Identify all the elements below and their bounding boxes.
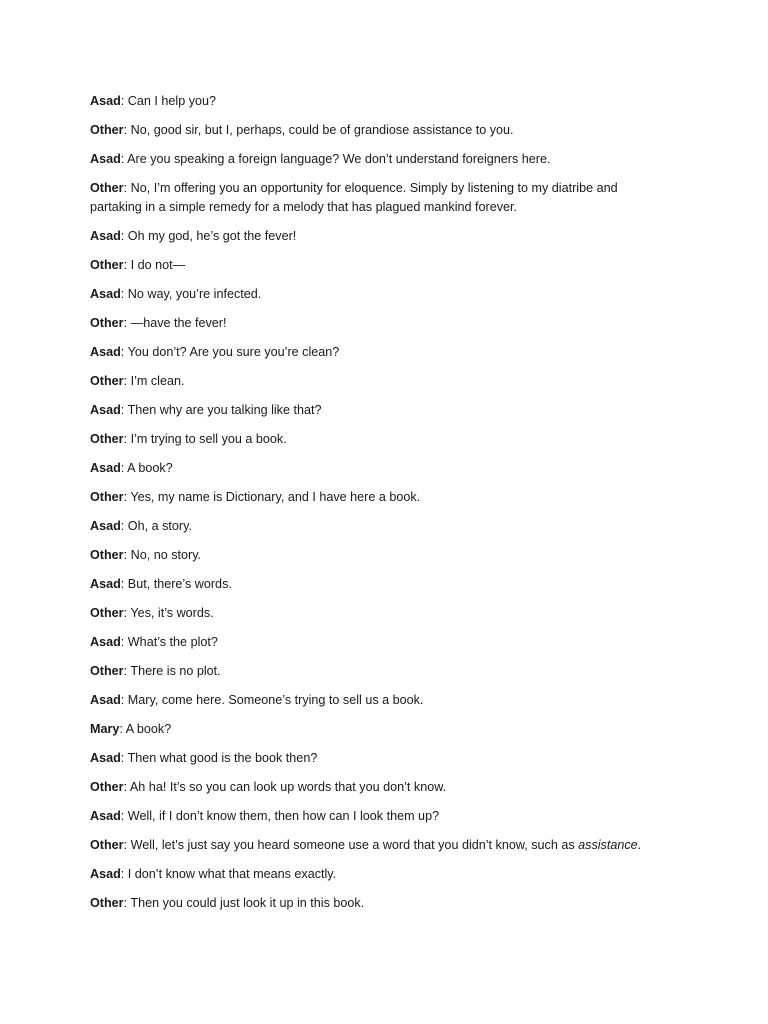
line-text: What’s the plot? (127, 635, 218, 650)
speaker-separator: : (123, 432, 131, 447)
speaker-separator: : (123, 316, 131, 331)
line-text: Then why are you talking like that? (127, 403, 322, 418)
line-text: Ah ha! It’s so you can look up words that you don’t know. (129, 780, 447, 795)
speaker-separator: : (120, 229, 128, 244)
line-text-after: . (637, 838, 642, 853)
speaker-name: Asad (90, 809, 121, 824)
dialogue-line (90, 517, 650, 536)
speaker-name: Asad (90, 345, 121, 360)
dialogue-line (90, 401, 650, 420)
speaker-separator: : (123, 490, 131, 505)
emphasized-word: assistance (578, 838, 638, 853)
speaker-separator: : (123, 606, 131, 621)
dialogue-line (90, 604, 650, 623)
dialogue-line (90, 662, 650, 681)
line-text: No, good sir, but I, perhaps, could be of grandiose assistance to you. (130, 123, 514, 137)
line-text: Oh my god, he’s got the fever! (127, 229, 297, 244)
speaker-name: Other (90, 838, 124, 853)
line-text: Can I help you? (127, 94, 217, 108)
speaker-name: Asad (90, 577, 121, 592)
dialogue-line (90, 749, 650, 768)
speaker-name: Asad (90, 751, 121, 766)
speaker-name: Other (90, 374, 124, 389)
dialogue-script (90, 92, 650, 923)
line-text: I don’t know what that means exactly. (127, 867, 337, 882)
speaker-separator: : (123, 181, 131, 195)
speaker-name: Other (90, 490, 124, 505)
dialogue-line (90, 121, 650, 140)
speaker-separator: : (120, 867, 128, 882)
line-text: Then what good is the book then? (127, 751, 318, 766)
line-text: Are you speaking a foreign language? We don’t understand foreigners here. (127, 152, 551, 166)
line-text: Yes, my name is Dictionary, and I have here a book. (130, 490, 421, 505)
dialogue-line (90, 372, 650, 391)
dialogue-line (90, 720, 650, 739)
line-text: I’m trying to sell you a book. (130, 432, 287, 447)
dialogue-line (90, 575, 650, 594)
speaker-separator: : (120, 809, 128, 824)
speaker-name: Asad (90, 635, 121, 650)
speaker-separator: : (123, 838, 131, 853)
speaker-separator: : (123, 896, 131, 911)
dialogue-line (90, 778, 650, 797)
speaker-name: Other (90, 606, 124, 621)
dialogue-line (90, 807, 650, 826)
line-text: I’m clean. (130, 374, 185, 389)
speaker-separator: : (120, 287, 128, 302)
line-text: No, I’m offering you an opportunity for eloquence. Simply by listening to my diatribe and partaking in a simple remedy for a melody that has plagued mankind forever. (90, 181, 618, 215)
speaker-separator: : (123, 123, 131, 137)
speaker-name: Other (90, 258, 124, 273)
line-text: You don’t? Are you sure you’re clean? (127, 345, 340, 360)
dialogue-line (90, 633, 650, 652)
speaker-name: Other (90, 123, 124, 137)
line-text: Then you could just look it up in this book. (130, 896, 365, 911)
dialogue-line (90, 343, 650, 362)
line-text: There is no plot. (130, 664, 221, 679)
speaker-name: Other (90, 181, 124, 195)
speaker-separator: : (119, 722, 126, 737)
dialogue-line (90, 256, 650, 275)
speaker-separator: : (123, 548, 131, 563)
speaker-separator: : (123, 374, 131, 389)
speaker-separator: : (120, 635, 128, 650)
speaker-separator: : (120, 345, 128, 360)
speaker-name: Other (90, 548, 124, 563)
speaker-name: Asad (90, 519, 121, 534)
line-text: No way, you’re infected. (127, 287, 262, 302)
dialogue-line (90, 92, 650, 111)
speaker-separator: : (123, 258, 131, 273)
speaker-name: Other (90, 316, 124, 331)
speaker-name: Asad (90, 403, 121, 418)
line-text: Yes, it’s words. (130, 606, 214, 621)
speaker-name: Other (90, 432, 124, 447)
speaker-separator: : (120, 403, 128, 418)
dialogue-line (90, 227, 650, 246)
speaker-separator: : (120, 519, 128, 534)
dialogue-line (90, 430, 650, 449)
speaker-separator: : (120, 751, 128, 766)
speaker-separator: : (123, 780, 130, 795)
line-text: Mary, come here. Someone’s trying to sell us a book. (127, 693, 424, 708)
speaker-name: Asad (90, 461, 121, 476)
speaker-name: Mary (90, 722, 120, 737)
dialogue-line (90, 691, 650, 710)
dialogue-line (90, 150, 650, 169)
line-text: I do not— (130, 258, 186, 273)
speaker-name: Asad (90, 229, 121, 244)
line-text: But, there’s words. (127, 577, 232, 592)
speaker-name: Asad (90, 152, 121, 166)
dialogue-line (90, 836, 650, 855)
speaker-name: Asad (90, 94, 121, 108)
dialogue-line (90, 546, 650, 565)
speaker-separator: : (120, 577, 128, 592)
dialogue-line (90, 459, 650, 478)
dialogue-line (90, 894, 650, 913)
line-text: A book? (127, 461, 173, 476)
speaker-name: Asad (90, 867, 121, 882)
dialogue-line (90, 314, 650, 333)
dialogue-line (90, 179, 650, 218)
speaker-separator: : (123, 664, 131, 679)
speaker-separator: : (120, 152, 128, 166)
dialogue-line (90, 488, 650, 507)
speaker-name: Asad (90, 287, 121, 302)
line-text: No, no story. (130, 548, 202, 563)
speaker-separator: : (120, 461, 128, 476)
dialogue-line (90, 865, 650, 884)
line-text: Well, if I don’t know them, then how can I look them up? (127, 809, 440, 824)
dialogue-line (90, 285, 650, 304)
line-text: A book? (125, 722, 172, 737)
speaker-name: Other (90, 780, 124, 795)
speaker-name: Other (90, 896, 124, 911)
speaker-separator: : (120, 94, 128, 108)
speaker-separator: : (120, 693, 128, 708)
speaker-name: Asad (90, 693, 121, 708)
line-text: —have the fever! (130, 316, 227, 331)
line-text: Well, let’s just say you heard someone use a word that you didn’t know, such as (130, 838, 579, 853)
speaker-name: Other (90, 664, 124, 679)
line-text: Oh, a story. (127, 519, 192, 534)
